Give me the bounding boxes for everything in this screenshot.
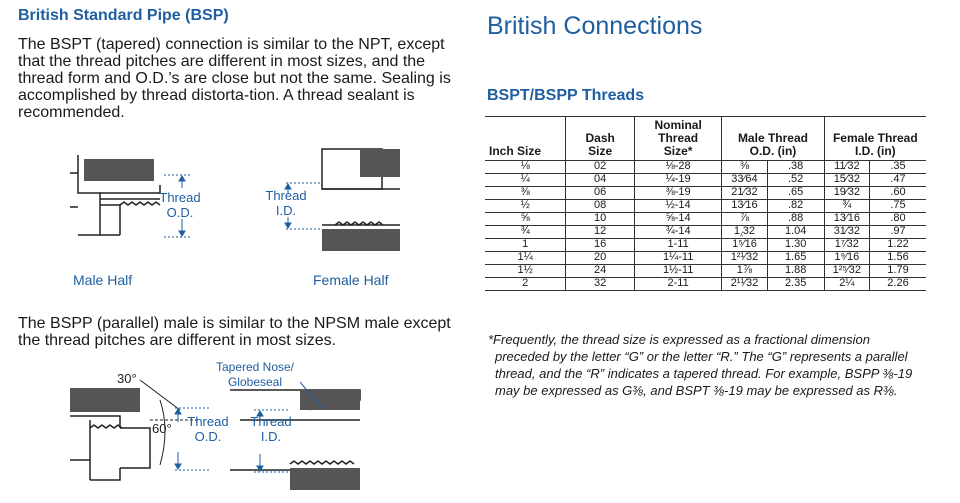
table-cell: 1⁵⁄16	[722, 239, 767, 252]
table-cell: ⅜	[722, 161, 767, 174]
angle-60-label: 60°	[152, 421, 172, 436]
table-cell: ¾-14	[635, 226, 722, 239]
bspp-male-drawing	[70, 388, 150, 480]
table-cell: 1²⁵⁄32	[824, 265, 869, 278]
table-cell: 20	[566, 252, 635, 265]
male-half-drawing	[70, 155, 160, 235]
angle-30-label: 30°	[117, 371, 137, 386]
table-cell: 24	[566, 265, 635, 278]
table-row	[485, 252, 926, 265]
male-thread-od-label: Thread O.D.	[159, 190, 201, 220]
table-cell: ¼	[485, 174, 566, 187]
table-row	[485, 161, 926, 174]
table-cell: 04	[566, 174, 635, 187]
table-cell: ¼-19	[635, 174, 722, 187]
table-cell: ⅜-19	[635, 187, 722, 200]
table-cell: .97	[870, 226, 926, 239]
table-cell: 1⅞	[722, 265, 767, 278]
table-cell: 1¼-11	[635, 252, 722, 265]
table-cell: 15⁄32	[824, 174, 869, 187]
table-cell: 1.04	[767, 226, 824, 239]
table-header-row	[485, 117, 926, 161]
table-cell: ⅛	[485, 161, 566, 174]
table-row	[485, 265, 926, 278]
footnote-line1: *Frequently, the thread size is expressed as a fractional dimension	[488, 332, 871, 347]
table-cell: 1.79	[870, 265, 926, 278]
table-cell: 02	[566, 161, 635, 174]
table-cell: 1⁁32	[722, 226, 767, 239]
table-cell: .80	[870, 213, 926, 226]
header-nominal-thread-size: Nominal Thread Size*	[635, 117, 722, 161]
male-half-caption: Male Half	[73, 272, 133, 288]
page-title: British Connections	[487, 12, 703, 40]
table-cell: 1.65	[767, 252, 824, 265]
table-row	[485, 200, 926, 213]
table-row	[485, 278, 926, 291]
table-row	[485, 174, 926, 187]
bsp-heading: British Standard Pipe (BSP)	[18, 7, 229, 24]
table-cell: 2¼	[824, 278, 869, 291]
table-cell: ½	[485, 200, 566, 213]
table-cell: 1	[485, 239, 566, 252]
table-cell: ⅜	[485, 187, 566, 200]
table-cell: 11⁄32	[824, 161, 869, 174]
table-cell: .65	[767, 187, 824, 200]
table-cell: ⅝-14	[635, 213, 722, 226]
table-cell: 2	[485, 278, 566, 291]
table-cell: 13⁄16	[824, 213, 869, 226]
bsp-thread-table	[485, 116, 926, 291]
table-row	[485, 187, 926, 200]
tapered-nose-label: Tapered Nose/ Globeseal	[215, 360, 295, 389]
female-half-caption: Female Half	[313, 272, 389, 288]
table-cell: ½-14	[635, 200, 722, 213]
table-cell: ⅛-28	[635, 161, 722, 174]
table-cell: 1²¹⁄32	[722, 252, 767, 265]
table-cell: 1⁷⁄32	[824, 239, 869, 252]
table-cell: .47	[870, 174, 926, 187]
table-heading: BSPT/BSPP Threads	[487, 87, 645, 104]
bspp-description: The BSPP (parallel) male is similar to the NPSM male except the thread pitches are different in most sizes.	[18, 315, 451, 349]
table-cell: 21⁄32	[722, 187, 767, 200]
table-cell: .82	[767, 200, 824, 213]
header-male-thread-od: Male Thread O.D. (in)	[722, 117, 824, 161]
table-cell: 13⁄16	[722, 200, 767, 213]
table-cell: 1¼	[485, 252, 566, 265]
bspp-thread-id-label: Thread I.D.	[250, 414, 292, 444]
table-cell: .75	[870, 200, 926, 213]
header-inch-size: Inch Size	[485, 117, 566, 161]
table-row	[485, 226, 926, 239]
table-cell: 06	[566, 187, 635, 200]
table-cell: .88	[767, 213, 824, 226]
table-cell: 33⁄64	[722, 174, 767, 187]
table-cell: ¾	[824, 200, 869, 213]
table-cell: 1½-11	[635, 265, 722, 278]
table-cell: 1.22	[870, 239, 926, 252]
bspt-description: The BSPT (tapered) connection is similar to the NPT, except that the thread pitches are different in most sizes, and the thread form and O.D.’s are close but not the same. Sealing is accomplished by thread distorta-tion. A thread sealant is recommended.	[18, 36, 451, 121]
table-cell: 1.88	[767, 265, 824, 278]
female-half-drawing	[322, 149, 400, 251]
table-cell: .38	[767, 161, 824, 174]
table-cell: .60	[870, 187, 926, 200]
table-cell: .35	[870, 161, 926, 174]
table-row	[485, 213, 926, 226]
table-cell: 1½	[485, 265, 566, 278]
table-cell: 08	[566, 200, 635, 213]
table-cell: 16	[566, 239, 635, 252]
table-cell: ¾	[485, 226, 566, 239]
female-thread-id-label: Thread I.D.	[265, 188, 307, 218]
table-cell: 2.26	[870, 278, 926, 291]
bspp-thread-od-label: Thread O.D.	[187, 414, 229, 444]
header-female-thread-id: Female Thread I.D. (in)	[824, 117, 926, 161]
footnote-body: preceded by the letter “G” or the letter “R.” The “G” represents a parallel thread, and the “R” indicates a tapered thread. For example, BSPP ⅜-19 may be expressed as G⅜, and BSPT ⅜-19 may be expressed as R⅜.	[495, 349, 913, 398]
table-cell: 32	[566, 278, 635, 291]
table-cell: 2-11	[635, 278, 722, 291]
table-cell: 19⁄32	[824, 187, 869, 200]
table-cell: 1.56	[870, 252, 926, 265]
table-cell: 1⁹⁄16	[824, 252, 869, 265]
table-cell: 31⁄32	[824, 226, 869, 239]
table-cell: ⅝	[485, 213, 566, 226]
table-cell: 2.35	[767, 278, 824, 291]
table-cell: 2¹¹⁄32	[722, 278, 767, 291]
header-dash-size: Dash Size	[566, 117, 635, 161]
table-cell: 1.30	[767, 239, 824, 252]
table-row	[485, 239, 926, 252]
table-cell: 12	[566, 226, 635, 239]
table-cell: 1-11	[635, 239, 722, 252]
table-cell: 10	[566, 213, 635, 226]
table-cell: ⅞	[722, 213, 767, 226]
footnote	[488, 331, 928, 399]
table-cell: .52	[767, 174, 824, 187]
